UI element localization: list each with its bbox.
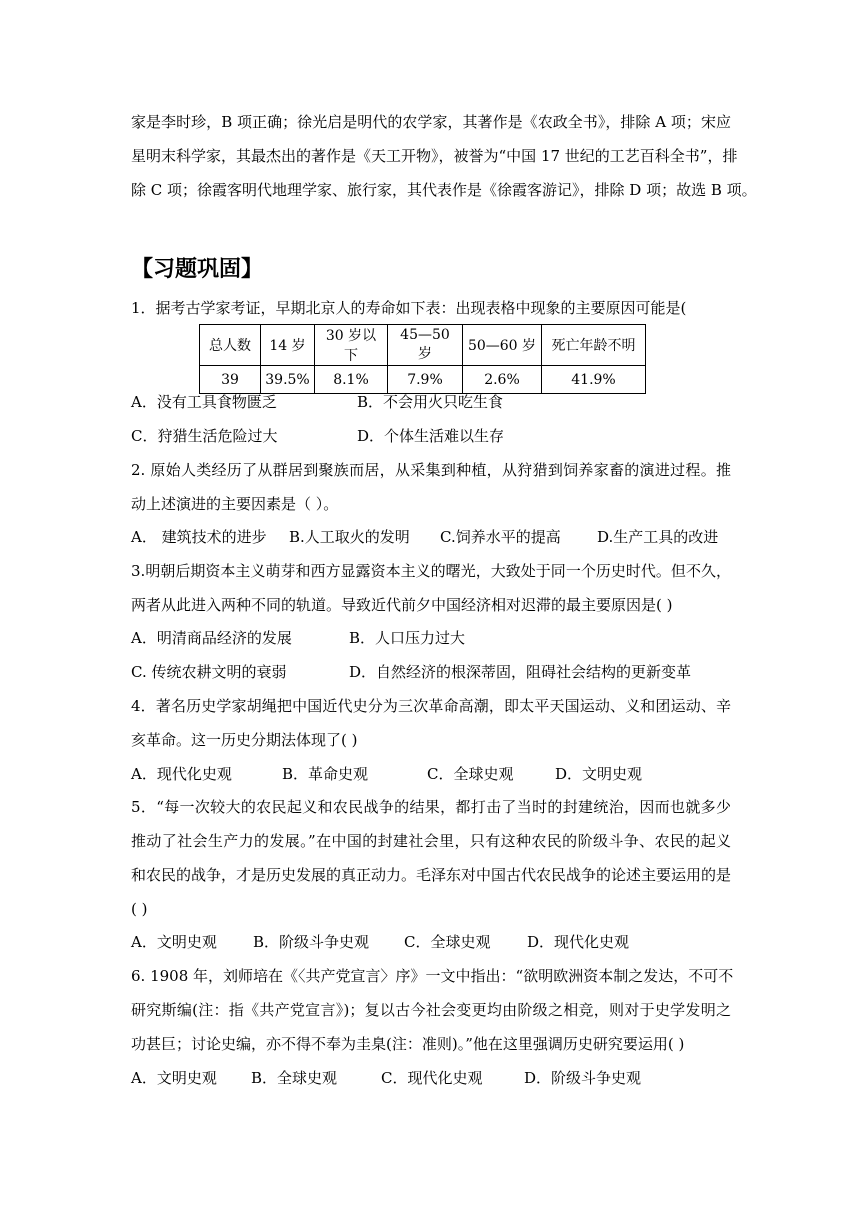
table-header-row bbox=[200, 325, 646, 366]
question-3-stem: 3.明朝后期资本主义萌芽和西方显露资本主义的曙光，大致处于同一个历史时代。但不久， bbox=[131, 562, 731, 580]
table-row bbox=[200, 366, 646, 394]
question-5-stem: 推动了社会生产力的发展。”在中国的封建社会里，只有这种农民的阶级斗争、农民的起义 bbox=[131, 832, 731, 850]
question-4-option-b: B．革命史观 bbox=[282, 765, 369, 783]
question-3-option-d: D．自然经济的根深蒂固，阻碍社会结构的更新变革 bbox=[349, 663, 692, 681]
question-6-stem: 研究斯编(注：指《共产党宣言》)；复以古今社会变更均由阶级之相竞，则对于史学发明之 bbox=[131, 1001, 731, 1019]
question-2-option-c: C.饲养水平的提高 bbox=[440, 528, 561, 546]
question-2-stem: 2. 原始人类经历了从群居到聚族而居，从采集到种植，从狩猎到饲养家畜的演进过程。推 bbox=[131, 461, 731, 479]
section-title: 【习题巩固】 bbox=[131, 257, 264, 282]
question-1-option-d: D．个体生活难以生存 bbox=[357, 427, 505, 445]
table-cell: 39 bbox=[200, 366, 261, 394]
question-2-stem: 动上述演进的主要因素是（ ）。 bbox=[131, 495, 339, 513]
question-1-option-a: A．没有工具食物匮乏 bbox=[131, 393, 277, 411]
question-6-option-c: C．现代化史观 bbox=[381, 1069, 483, 1087]
table-cell: 41.9% bbox=[542, 366, 646, 394]
question-1-stem: 1．据考古学家考证，早期北京人的寿命如下表：出现表格中现象的主要原因可能是( bbox=[131, 299, 687, 317]
question-1-option-c: C．狩猎生活危险过大 bbox=[131, 427, 278, 445]
intro-line: 家是李时珍，B 项正确；徐光启是明代的农学家，其著作是《农政全书》，排除 A 项；宋应 bbox=[131, 113, 731, 131]
question-6-stem: 功甚巨；讨论史编，亦不得不奉为圭臬(注：准则)。”他在这里强调历史研究要运用( ) bbox=[131, 1035, 685, 1053]
intro-line: 星明末科学家，其最杰出的著作是《天工开物》，被誉为“中国 17 世纪的工艺百科全书”，排 bbox=[131, 147, 738, 165]
question-2-option-a: A． 建筑技术的进步 bbox=[131, 528, 267, 546]
question-6-option-b: B．全球史观 bbox=[251, 1069, 338, 1087]
question-5-option-a: A．文明史观 bbox=[131, 933, 217, 951]
question-3-option-b: B．人口压力过大 bbox=[349, 629, 466, 647]
table-header-cell: 45—50 岁 bbox=[388, 325, 463, 366]
question-1-option-b: B．不会用火只吃生食 bbox=[357, 393, 504, 411]
table-header-cell: 死亡年龄不明 bbox=[542, 325, 646, 366]
question-3-option-a: A．明清商品经济的发展 bbox=[131, 629, 292, 647]
table-header-cell: 30 岁以下 bbox=[315, 325, 388, 366]
question-6-option-a: A．文明史观 bbox=[131, 1069, 217, 1087]
question-4-option-d: D．文明史观 bbox=[555, 765, 643, 783]
question-5-stem: 和农民的战争，才是历史发展的真正动力。毛泽东对中国古代农民战争的论述主要运用的是 bbox=[131, 866, 732, 884]
lifespan-table bbox=[199, 324, 646, 394]
table-cell: 2.6% bbox=[463, 366, 542, 394]
table-cell: 8.1% bbox=[315, 366, 388, 394]
table-header-cell: 50—60 岁 bbox=[463, 325, 542, 366]
question-5-stem: 5．“每一次较大的农民起义和农民战争的结果，都打击了当时的封建统治，因而也就多少 bbox=[131, 798, 731, 816]
question-4-option-c: C．全球史观 bbox=[427, 765, 514, 783]
question-6-option-d: D．阶级斗争史观 bbox=[524, 1069, 642, 1087]
question-2-option-d: D.生产工具的改进 bbox=[597, 528, 719, 546]
question-3-option-c: C. 传统农耕文明的衰弱 bbox=[131, 663, 287, 681]
question-6-stem: 6. 1908 年，刘师培在《〈共产党宣言〉序》一文中指出：“欲明欧洲资本制之发达，不可不 bbox=[131, 967, 734, 985]
question-5-option-b: B．阶级斗争史观 bbox=[253, 933, 370, 951]
table-cell: 7.9% bbox=[388, 366, 463, 394]
question-3-stem: 两者从此进入两种不同的轨道。导致近代前夕中国经济相对迟滞的最主要原因是( ) bbox=[131, 596, 673, 614]
table-cell: 39.5% bbox=[261, 366, 315, 394]
table-header-cell: 14 岁 bbox=[261, 325, 315, 366]
intro-line: 除 C 项；徐霞客明代地理学家、旅行家，其代表作是《徐霞客游记》，排除 D 项；故选 B 项。 bbox=[131, 181, 757, 199]
question-5-stem: ( ) bbox=[131, 900, 148, 918]
question-5-option-c: C．全球史观 bbox=[404, 933, 491, 951]
question-5-option-d: D．现代化史观 bbox=[527, 933, 630, 951]
question-2-option-b: B.人工取火的发明 bbox=[289, 528, 410, 546]
question-4-stem: 4．著名历史学家胡绳把中国近代史分为三次革命高潮，即太平天国运动、义和团运动、辛 bbox=[131, 697, 731, 715]
table-header-cell: 总人数 bbox=[200, 325, 261, 366]
question-4-option-a: A．现代化史观 bbox=[131, 765, 232, 783]
question-4-stem: 亥革命。这一历史分期法体现了( ) bbox=[131, 731, 358, 749]
